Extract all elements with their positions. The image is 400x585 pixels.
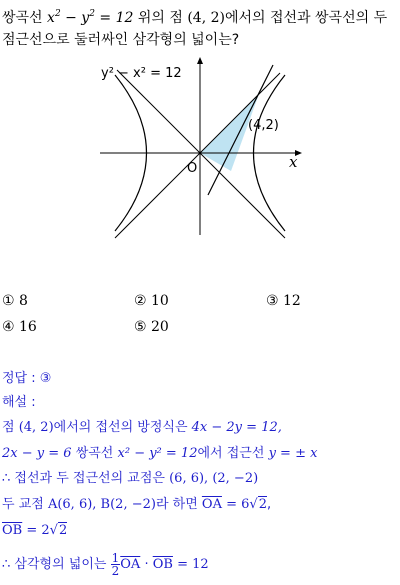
point-coordinates: (4, 2) [187, 10, 225, 26]
question-text: 에서의 접선과 쌍곡선의 두 [224, 10, 388, 26]
question-line-2: 점근선으로 둘러싸인 삼각형의 넓이는? [2, 32, 240, 48]
explanation-label: 해설 : [2, 395, 36, 410]
choice-1[interactable]: ① 8 [2, 293, 28, 309]
choice-5[interactable]: ⑤ 20 [134, 319, 169, 335]
equation-label: y² − x² = 12 [101, 66, 182, 81]
question-text: 위의 점 [137, 10, 183, 26]
point-label: (4,2) [248, 118, 279, 133]
fraction-one-half: $\frac{1}{2}$ [111, 551, 120, 578]
choice-2[interactable]: ② 10 [134, 293, 169, 309]
choice-3[interactable]: ③ 12 [266, 293, 301, 309]
solution-line-6: ∴ 삼각형의 넓이는 $\frac{1}{2}$ $\overline{OA} \cdot \overline{OB} = 12$ [2, 551, 209, 578]
asymptote-y-eq-x [115, 73, 280, 238]
question-text: 쌍곡선 [2, 10, 43, 26]
x-axis-label: x [289, 153, 298, 171]
hyperbola-equation: $x^2 - y^2 = 12$ [47, 9, 134, 26]
solution-line-4: 두 교점 A(6, 6), B(2, −2)라 하면 $\overline{OA} = 6√2$, [2, 497, 272, 512]
question-line-1 [2, 4, 387, 28]
solution-line-2: 2x − y = 6 쌍곡선 x² − y² = 12에서 접근선 y = ± x [2, 446, 318, 461]
hyperbola-graph [95, 55, 315, 240]
answer-label: 정답 : ③ [2, 371, 52, 386]
origin-label: O [187, 161, 198, 176]
y-axis-arrow [197, 57, 203, 64]
solution-line-3: ∴ 접선과 두 접근선의 교점은 (6, 6), (2, −2) [2, 471, 259, 486]
asymptote-y-eq-neg-x [117, 70, 285, 238]
choice-4[interactable]: ④ 16 [2, 319, 37, 335]
solution-line-1: 점 (4, 2)에서의 접선의 방정식은 4x − 2y = 12, [2, 420, 282, 435]
solution-line-5: $\overline{OB} = 2√2$ [2, 523, 68, 538]
